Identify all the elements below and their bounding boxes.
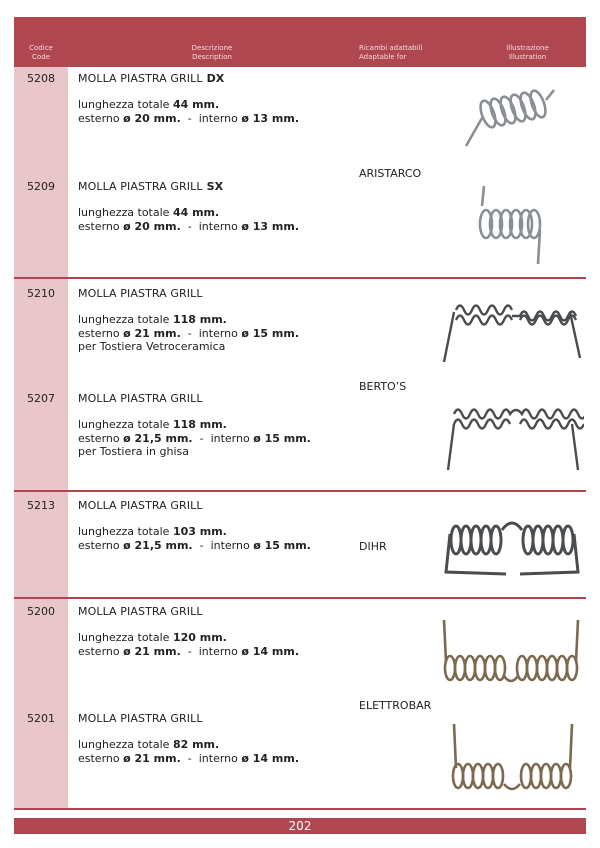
spring-5200-illustration	[438, 618, 584, 684]
spring-5201-illustration	[444, 722, 580, 792]
table-header	[14, 42, 586, 67]
product-code: 5201	[27, 712, 55, 725]
spring-5213-illustration	[440, 514, 584, 580]
product-title: MOLLA PIASTRA GRILL DX	[78, 72, 225, 85]
product-specs: lunghezza totale 120 mm. esterno ø 21 mm. - interno ø 14 mm.	[78, 631, 300, 658]
header-illustration: Illustrazione Illustration	[506, 44, 549, 61]
code-column	[14, 67, 68, 809]
top-band	[14, 17, 586, 42]
product-specs: lunghezza totale 118 mm. esterno ø 21 mm. - interno ø 15 mm. per Tostiera Vetroceramica	[78, 313, 300, 353]
product-title: MOLLA PIASTRA GRILL	[78, 392, 203, 405]
spring-5209-illustration	[470, 184, 550, 266]
page-number: 202	[288, 819, 312, 833]
group-separator	[14, 490, 586, 492]
product-title: MOLLA PIASTRA GRILL	[78, 287, 203, 300]
product-specs: lunghezza totale 82 mm. esterno ø 21 mm. - interno ø 14 mm.	[78, 738, 300, 765]
product-title: MOLLA PIASTRA GRILL	[78, 499, 203, 512]
product-code: 5210	[27, 287, 55, 300]
product-code: 5207	[27, 392, 55, 405]
product-code: 5209	[27, 180, 55, 193]
product-code: 5213	[27, 499, 55, 512]
product-code: 5200	[27, 605, 55, 618]
header-description: Descrizione Description	[191, 44, 233, 61]
product-specs: lunghezza totale 103 mm. esterno ø 21,5 mm. - interno ø 15 mm.	[78, 525, 311, 552]
product-note: per Tostiera Vetroceramica	[78, 340, 226, 353]
product-title: MOLLA PIASTRA GRILL	[78, 712, 203, 725]
product-note: per Tostiera in ghisa	[78, 445, 189, 458]
spring-5207-illustration	[440, 400, 584, 472]
product-specs: lunghezza totale 118 mm. esterno ø 21,5 mm. - interno ø 15 mm. per Tostiera in ghisa	[78, 418, 311, 458]
header-adaptable: Ricambi adattabili Adaptable for	[359, 44, 423, 61]
brand-dihr: DIHR	[359, 540, 387, 553]
brand-bertos: BERTO’S	[359, 380, 407, 393]
group-separator	[14, 277, 586, 279]
spring-5208-illustration	[458, 88, 562, 152]
brand-elettrobar: ELETTROBAR	[359, 699, 432, 712]
product-code: 5208	[27, 72, 55, 85]
group-separator	[14, 597, 586, 599]
page-footer	[14, 818, 586, 834]
spring-5210-illustration	[438, 298, 586, 364]
header-code: Codice Code	[29, 44, 53, 61]
product-specs: lunghezza totale 44 mm. esterno ø 20 mm. - interno ø 13 mm.	[78, 98, 300, 125]
table-bottom-rule	[14, 808, 586, 810]
product-specs: lunghezza totale 44 mm. esterno ø 20 mm. - interno ø 13 mm.	[78, 206, 300, 233]
product-title: MOLLA PIASTRA GRILL	[78, 605, 203, 618]
product-title: MOLLA PIASTRA GRILL SX	[78, 180, 224, 193]
brand-aristarco: ARISTARCO	[359, 167, 422, 180]
